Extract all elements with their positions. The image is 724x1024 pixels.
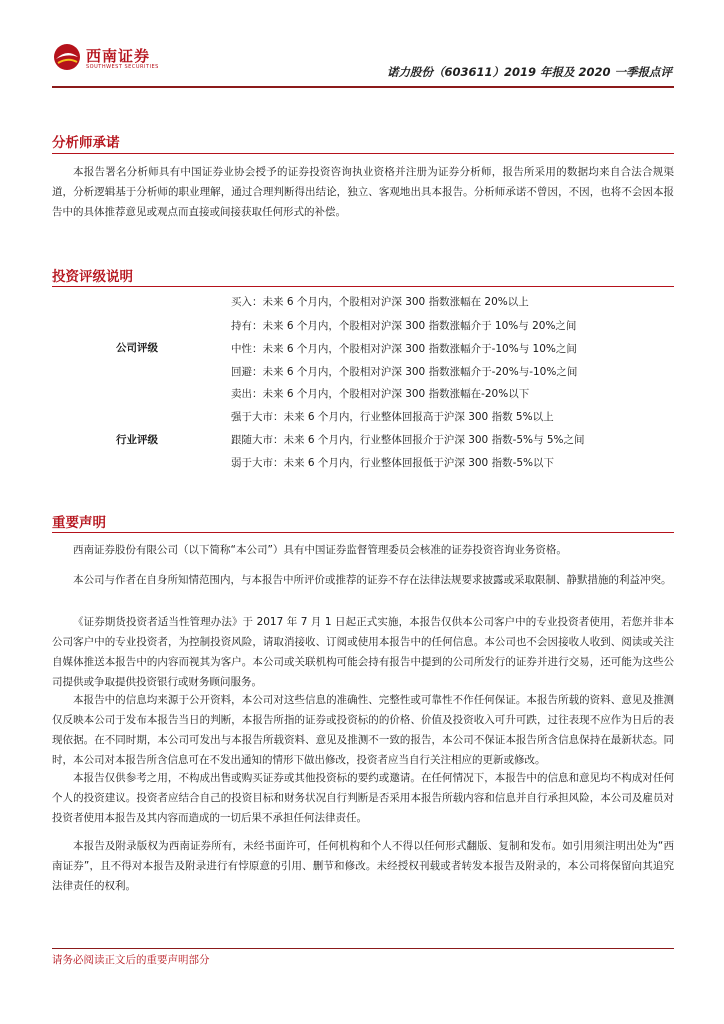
header-divider [52,86,674,88]
company-rating-buy: 买入：未来 6 个月内，个股相对沪深 300 指数涨幅在 20%以上 [231,296,529,308]
company-rating-label: 公司评级 [116,342,158,354]
industry-rating-outperform: 强于大市：未来 6 个月内，行业整体回报高于沪深 300 指数 5%以上 [231,411,554,423]
section-divider [52,286,674,287]
company-rating-hold: 持有：未来 6 个月内，个股相对沪深 300 指数涨幅介于 10%与 20%之间 [231,320,577,332]
section-title-important-disclaimer: 重要声明 [52,515,106,531]
company-logo [52,40,172,76]
section-divider [52,532,674,533]
company-rating-neutral: 中性：未来 6 个月内，个股相对沪深 300 指数涨幅介于-10%与 10%之间 [231,343,577,355]
footer-notice: 请务必阅读正文后的重要声明部分 [52,954,210,966]
company-rating-avoid: 回避：未来 6 个月内，个股相对沪深 300 指数涨幅介于-20%与-10%之间 [231,366,578,378]
section-title-rating-description: 投资评级说明 [52,269,133,285]
logo-icon [52,42,82,72]
disclaimer-paragraph: 本报告仅供参考之用，不构成出售或购买证券或其他投资标的要约或邀请。在任何情况下，本报告中的信息和意见均不构成对任何个人的投资建议。投资者应结合自己的投资目标和财务状况自行判断是否采用本报告所载内容和信息并自行承担风险，本公司及雇员对投资者使用本报告及其内容而造成的一切后果不承担任何法律责任。 [52,772,674,824]
page-header [0,0,724,90]
logo-text: 西南证券 [86,47,151,65]
disclaimer-paragraph: 本报告及附录版权为西南证券所有，未经书面许可，任何机构和个人不得以任何形式翻版、复制和发布。如引用须注明出处为“西南证券”，且不得对本报告及附录进行有悖原意的引用、删节和修改。未经授权刊载或者转发本报告及附录的，本公司将保留向其追究法律责任的权利。 [52,840,674,892]
disclaimer-paragraph: 西南证券股份有限公司（以下简称“本公司”）具有中国证券监督管理委员会核准的证券投资咨询业务资格。 [73,544,567,556]
disclaimer-paragraph: 《证券期货投资者适当性管理办法》于 2017 年 7 月 1 日起正式实施，本报告仅供本公司客户中的专业投资者使用，若您并非本公司客户中的专业投资者，为控制投资风险，请取消接收、订阅或使用本报告中的任何信息。本公司也不会因接收人收到、阅读或关注自媒体推送本报告中的内容而视其为客户。本公司或关联机构可能会持有报告中提到的公司所发行的证券并进行交易，还可能为这些公司提供或争取提供投资银行或财务顾问服务。 [52,616,674,688]
footer-divider [52,948,674,949]
industry-rating-label: 行业评级 [116,434,158,446]
analyst-commitment-text: 本报告署名分析师具有中国证券业协会授予的证券投资咨询执业资格并注册为证券分析师，报告所采用的数据均来自合法合规渠道，分析逻辑基于分析师的职业理解，通过合理判断得出结论，独立、客观地出具本报告。分析师承诺不曾因，不因，也将不会因本报告中的具体推荐意见或观点而直接或间接获取任何形式的补偿。 [52,166,674,218]
section-title-analyst-commitment: 分析师承诺 [52,135,120,151]
section-divider [52,153,674,154]
disclaimer-paragraph: 本公司与作者在自身所知情范围内，与本报告中所评价或推荐的证券不存在法律法规要求披露或采取限制、静默措施的利益冲突。 [73,574,672,586]
report-title: 诺力股份（603611）2019 年报及 2020 一季报点评 [386,65,672,79]
company-rating-sell: 卖出：未来 6 个月内，个股相对沪深 300 指数涨幅在-20%以下 [231,388,530,400]
logo-subtext: SOUTHWEST SECURITIES [86,64,159,70]
industry-rating-underperform: 弱于大市：未来 6 个月内，行业整体回报低于沪深 300 指数-5%以下 [231,457,555,469]
disclaimer-paragraph: 本报告中的信息均来源于公开资料，本公司对这些信息的准确性、完整性或可靠性不作任何保证。本报告所载的资料、意见及推测仅反映本公司于发布本报告当日的判断，本报告所指的证券或投资标的的价格、价值及投资收入可升可跌，过往表现不应作为日后的表现依据。在不同时期，本公司可发出与本报告所载资料、意见及推测不一致的报告，本公司不保证本报告所含信息保持在最新状态。同时，本公司对本报告所含信息可在不发出通知的情形下做出修改，投资者应当自行关注相应的更新或修改。 [52,694,674,766]
industry-rating-inline: 跟随大市：未来 6 个月内，行业整体回报介于沪深 300 指数-5%与 5%之间 [231,434,585,446]
